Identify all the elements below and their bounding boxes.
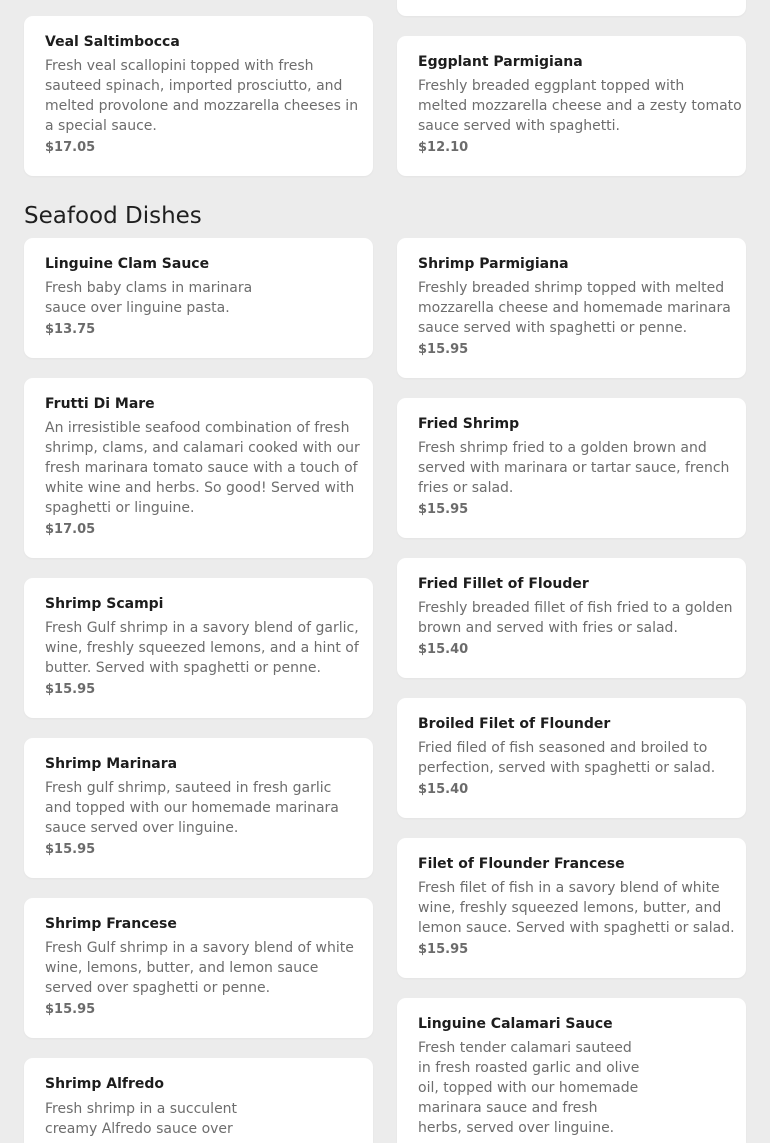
menu-item-card[interactable] bbox=[397, 698, 746, 818]
menu-item-price: $15.95 bbox=[418, 942, 469, 957]
menu-item-description: Fresh Gulf shrimp in a savory blend of white wine, lemons, butter, and lemon sauce served over spaghetti or penne. bbox=[45, 940, 354, 996]
menu-item-card[interactable] bbox=[24, 378, 373, 558]
menu-item-description: Fresh gulf shrimp, sauteed in fresh garlic and topped with our homemade marinara sauce served over linguine. bbox=[45, 780, 339, 836]
menu-item-price: $15.40 bbox=[418, 642, 469, 657]
menu-item-card[interactable] bbox=[24, 238, 373, 358]
menu-item-card-partial[interactable] bbox=[397, 0, 746, 16]
menu-item-card[interactable] bbox=[24, 1058, 373, 1143]
menu-item-name: Shrimp Alfredo bbox=[45, 1076, 164, 1092]
menu-item-card[interactable] bbox=[24, 578, 373, 718]
menu-item-name: Shrimp Marinara bbox=[45, 756, 178, 772]
menu-item-card[interactable] bbox=[24, 738, 373, 878]
menu-item-name: Broiled Filet of Flounder bbox=[418, 716, 611, 732]
menu-item-description: Freshly breaded eggplant topped with melted mozzarella cheese and a zesty tomato sauce served with spaghetti. bbox=[418, 78, 742, 134]
menu-item-price: $12.10 bbox=[418, 140, 469, 155]
menu-item-name: Eggplant Parmigiana bbox=[418, 54, 583, 70]
menu-item-description: Fresh shrimp in a succulent creamy Alfredo sauce over bbox=[45, 1101, 238, 1137]
section-title: Seafood Dishes bbox=[24, 203, 202, 229]
menu-item-description: Freshly breaded shrimp topped with melted mozzarella cheese and homemade marinara sauce served with spaghetti or penne. bbox=[418, 280, 731, 336]
menu-item-name: Fried Shrimp bbox=[418, 416, 520, 432]
menu-item-price: $15.95 bbox=[418, 342, 469, 357]
menu-item-name: Shrimp Francese bbox=[45, 916, 177, 932]
menu-item-price: $13.75 bbox=[45, 322, 96, 337]
menu-item-price: $15.95 bbox=[418, 502, 469, 517]
menu-item-price: $15.40 bbox=[418, 782, 469, 797]
menu-item-name: Veal Saltimbocca bbox=[45, 34, 180, 50]
menu-item-description: Fresh filet of fish in a savory blend of white wine, freshly squeezed lemons, butter, and lemon sauce. Served with spaghetti or salad. bbox=[418, 880, 735, 936]
menu-item-card[interactable] bbox=[397, 36, 746, 176]
menu-item-description: Fresh tender calamari sauteed in fresh roasted garlic and olive oil, topped with our homemade marinara sauce and fresh herbs, served over linguine. bbox=[418, 1040, 640, 1136]
menu-item-description: Fresh veal scallopini topped with fresh sauteed spinach, imported prosciutto, and melted provolone and mozzarella cheeses in a special sauce. bbox=[45, 58, 359, 134]
menu-item-name: Fried Fillet of Flouder bbox=[418, 576, 589, 592]
menu-item-card[interactable] bbox=[24, 16, 373, 176]
menu-item-name: Filet of Flounder Francese bbox=[418, 856, 625, 872]
menu-item-name: Shrimp Scampi bbox=[45, 596, 164, 612]
menu-item-description: Fresh baby clams in marinara sauce over linguine pasta. bbox=[45, 280, 253, 316]
menu-item-description: Freshly breaded fillet of fish fried to a golden brown and served with fries or salad. bbox=[418, 600, 733, 636]
menu-item-price: $15.95 bbox=[45, 842, 96, 857]
menu-item-description: Fresh Gulf shrimp in a savory blend of garlic, wine, freshly squeezed lemons, and a hint of butter. Served with spaghetti or penne. bbox=[45, 620, 359, 676]
menu-item-card[interactable] bbox=[397, 838, 746, 978]
menu-item-price: $17.05 bbox=[45, 522, 96, 537]
menu-item-card[interactable] bbox=[397, 998, 746, 1143]
menu-item-name: Shrimp Parmigiana bbox=[418, 256, 569, 272]
menu-item-card[interactable] bbox=[397, 558, 746, 678]
menu-item-name: Linguine Clam Sauce bbox=[45, 256, 210, 272]
menu-item-card[interactable] bbox=[397, 398, 746, 538]
menu-item-description: An irresistible seafood combination of fresh shrimp, clams, and calamari cooked with our fresh marinara tomato sauce with a touch of white wine and herbs. So good! Served with spaghetti or linguine. bbox=[45, 420, 360, 516]
menu-item-card[interactable] bbox=[24, 898, 373, 1038]
menu-item-name: Linguine Calamari Sauce bbox=[418, 1016, 613, 1032]
menu-item-price: $15.95 bbox=[45, 682, 96, 697]
menu-item-description: Fresh shrimp fried to a golden brown and served with marinara or tartar sauce, french fries or salad. bbox=[418, 440, 730, 496]
menu-item-price: $15.95 bbox=[45, 1002, 96, 1017]
menu-item-name: Frutti Di Mare bbox=[45, 396, 155, 412]
menu-item-price: $17.05 bbox=[45, 140, 96, 155]
menu-item-card[interactable] bbox=[397, 238, 746, 378]
menu-item-description: Fried filed of fish seasoned and broiled to perfection, served with spaghetti or salad. bbox=[418, 740, 716, 776]
